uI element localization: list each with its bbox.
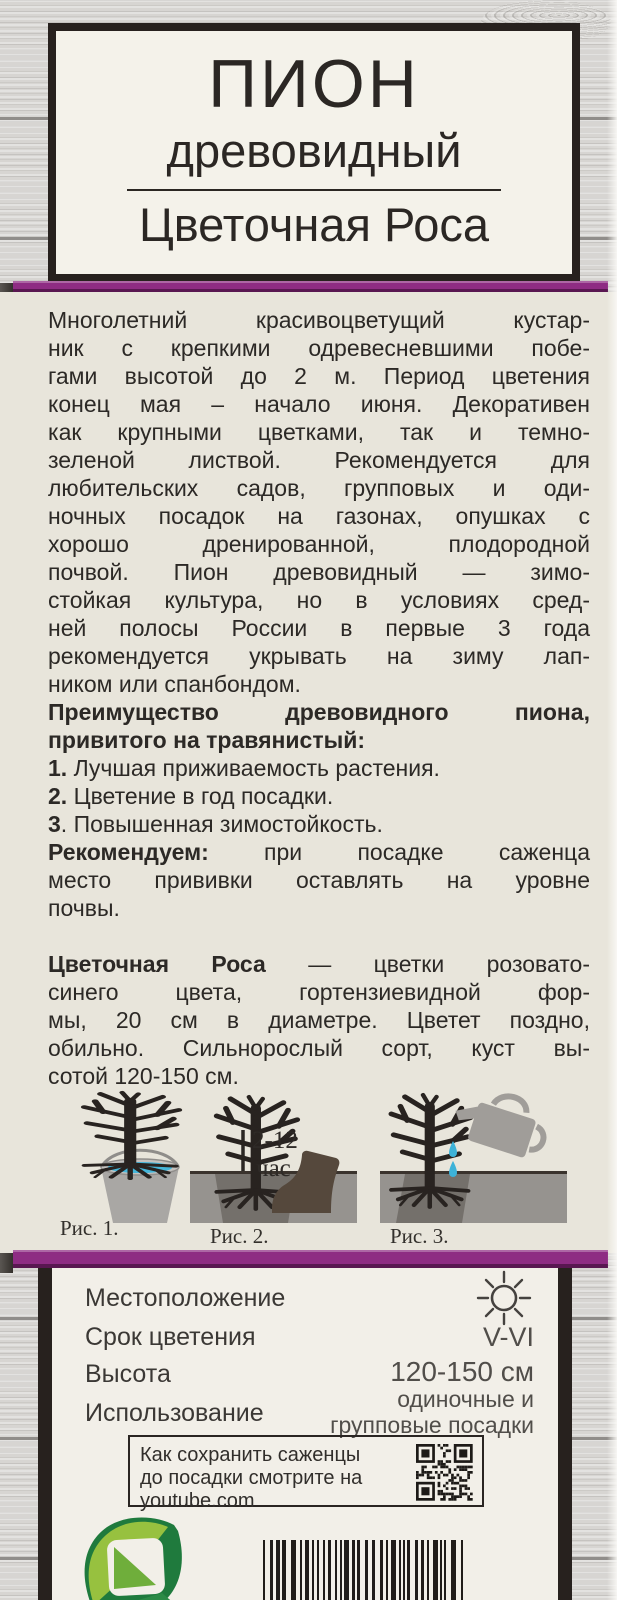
text-line: 2. Цветение в год посадки. — [48, 783, 334, 809]
text-line: зеленой листвой. Рекомендуется для — [48, 447, 590, 473]
youtube-note-line: до посадки смотрите на — [140, 1467, 363, 1489]
text-line: место прививки оставлять на уровне — [48, 867, 590, 893]
spec-value-bloom-time: V-VI — [482, 1322, 534, 1352]
description-blocks — [0, 292, 617, 1090]
title-card — [48, 23, 580, 282]
spec-label-height: Высота — [85, 1360, 171, 1388]
text-line: гами высотой до 2 м. Период цветения — [48, 363, 590, 389]
text-line: любительских садов, групповых и оди- — [48, 475, 590, 501]
youtube-note-box — [128, 1435, 484, 1512]
photo-edge-highlight — [607, 0, 617, 1600]
text-line: почвой. Пион древовидный — зимо- — [48, 559, 590, 585]
text-line: синего цвета, гортензиевидной фор- — [48, 979, 590, 1005]
text-line: рекомендуется укрывать на зиму лап- — [48, 643, 590, 669]
soak-time-unit: час — [256, 1155, 291, 1182]
spec-value-height: 120-150 см — [390, 1356, 534, 1387]
description-block — [48, 950, 590, 1090]
text-line: привитого на травянистый: — [48, 727, 366, 753]
text-line: ней полосы России в первые 3 года — [48, 615, 590, 641]
spec-value-usage: одиночные и групповые посадки — [330, 1386, 534, 1438]
spec-label-bloom-time: Срок цветения — [85, 1323, 256, 1351]
text-line: Рекомендуем: при посадке саженца — [48, 839, 590, 865]
text-line: конец мая – начало июня. Декоративен — [48, 391, 590, 417]
text-line: ник с крепкими одревесневшими побе- — [48, 335, 590, 361]
spec-card — [38, 1268, 572, 1600]
description-block — [48, 754, 590, 838]
spec-label-location: Местоположение — [85, 1284, 286, 1312]
text-line: стойкая культура, но в условиях сред- — [48, 587, 590, 613]
sun-icon — [476, 1270, 532, 1326]
text-line: 3. Повышенная зимостойкость. — [48, 811, 383, 837]
text-line: хорошо дренированной, плодородной — [48, 531, 590, 557]
text-line: сотой 120-150 см. — [48, 1063, 239, 1089]
text-line: 1. Лучшая приживаемость растения. — [48, 755, 440, 781]
description-block — [48, 838, 590, 922]
plant-species-title: древовидный — [166, 124, 462, 177]
title-divider — [127, 189, 501, 191]
text-line: мы, 20 см в диаметре. Цветет поздно, — [48, 1007, 590, 1033]
youtube-note-line: Как сохранить саженцы — [140, 1444, 361, 1466]
description-block — [48, 306, 590, 698]
figure-3-caption: Рис. 3. — [390, 1224, 449, 1248]
text-line: как крупными цветками, так и темно- — [48, 419, 590, 445]
text-line: обильно. Сильнорослый сорт, куст вы- — [48, 1035, 590, 1061]
water-drops-icon — [449, 1141, 457, 1177]
soak-time-value: 2-12 — [252, 1127, 298, 1154]
text-line: ником или спанбондом. — [48, 671, 301, 697]
planting-figures — [0, 1085, 617, 1250]
text-line: ночных посадок на газонах, опушках с — [48, 503, 590, 529]
figure-3-watering — [380, 1085, 567, 1223]
barcode — [263, 1540, 469, 1600]
text-line: почвы. — [48, 895, 120, 921]
accent-stripe-bottom — [13, 1250, 608, 1268]
brand-leaf-logo — [78, 1515, 190, 1600]
description-block — [48, 698, 590, 754]
spec-label-usage: Использование — [85, 1399, 264, 1427]
figure-2-caption: Рис. 2. — [210, 1224, 269, 1248]
text-line: Цветочная Роса — цветки розовато- — [48, 951, 591, 977]
text-line: Преимущество древовидного пиона, — [48, 699, 590, 725]
plant-variety-title: Цветочная Роса — [138, 198, 490, 251]
figure-1-caption: Рис. 1. — [60, 1216, 119, 1240]
qr-code — [416, 1444, 473, 1501]
text-line: Многолетний красивоцветущий кустар- — [48, 307, 590, 333]
watering-can-icon — [448, 1085, 553, 1162]
plant-genus-title: ПИОН — [208, 46, 420, 122]
youtube-note-line: youtube.com — [140, 1490, 255, 1512]
